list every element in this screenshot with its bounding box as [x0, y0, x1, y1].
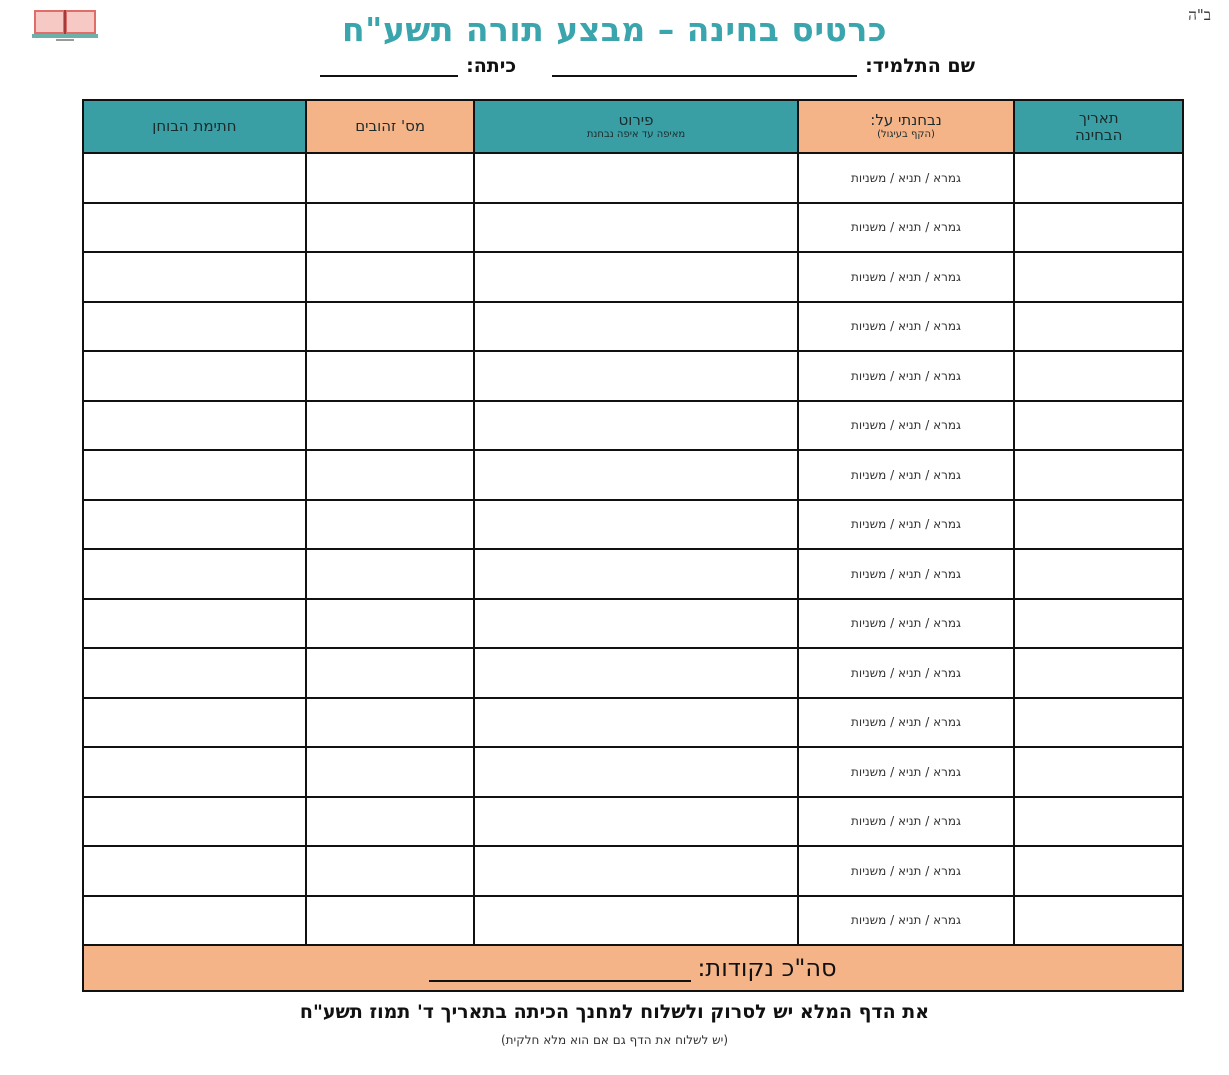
header-examiner-signature: חתימת הבוחן: [83, 100, 306, 153]
cell-examiner-signature[interactable]: [83, 302, 306, 352]
cell-subject[interactable]: גמרא / תניא / משניות: [798, 500, 1015, 550]
cell-exam-date[interactable]: [1014, 500, 1183, 550]
page-title: כרטיס בחינה – מבצע תורה תשע"ח: [341, 10, 888, 49]
table-row: [83, 252, 1183, 302]
cell-exam-date[interactable]: [1014, 302, 1183, 352]
cell-details[interactable]: [474, 648, 797, 698]
cell-details[interactable]: [474, 747, 797, 797]
cell-subject[interactable]: גמרא / תניא / משניות: [798, 599, 1015, 649]
cell-details[interactable]: [474, 500, 797, 550]
table-row: [83, 698, 1183, 748]
cell-subject[interactable]: גמרא / תניא / משניות: [798, 450, 1015, 500]
table-header-row: [83, 100, 1183, 153]
cell-examiner-signature[interactable]: [83, 747, 306, 797]
cell-coins[interactable]: [306, 549, 475, 599]
table-row: [83, 500, 1183, 550]
cell-details[interactable]: [474, 203, 797, 253]
cell-subject[interactable]: גמרא / תניא / משניות: [798, 698, 1015, 748]
footer-note: (יש לשלוח את הדף גם אם הוא מלא חלקית): [500, 1033, 729, 1047]
table-row: [83, 203, 1183, 253]
cell-subject[interactable]: גמרא / תניא / משניות: [798, 153, 1015, 203]
cell-coins[interactable]: [306, 797, 475, 847]
cell-examiner-signature[interactable]: [83, 500, 306, 550]
cell-details[interactable]: [474, 450, 797, 500]
cell-coins[interactable]: [306, 698, 475, 748]
cell-exam-date[interactable]: [1014, 747, 1183, 797]
class-label: כיתה:: [466, 55, 517, 77]
cell-examiner-signature[interactable]: [83, 252, 306, 302]
header-coins: מס' זהובים: [306, 100, 475, 153]
cell-subject[interactable]: גמרא / תניא / משניות: [798, 401, 1015, 451]
class-field[interactable]: [320, 57, 458, 77]
cell-subject[interactable]: גמרא / תניא / משניות: [798, 203, 1015, 253]
cell-subject[interactable]: גמרא / תניא / משניות: [798, 549, 1015, 599]
header-exam-date: תאריך הבחינה: [1014, 100, 1183, 153]
cell-coins[interactable]: [306, 450, 475, 500]
cell-coins[interactable]: [306, 846, 475, 896]
cell-coins[interactable]: [306, 599, 475, 649]
exam-table: [82, 99, 1184, 992]
total-points-label: סה"כ נקודות:: [697, 954, 837, 982]
table-row: [83, 153, 1183, 203]
cell-coins[interactable]: [306, 252, 475, 302]
header-tested-on: נבחנתי על: (הקף בעיגול): [798, 100, 1015, 153]
cell-exam-date[interactable]: [1014, 203, 1183, 253]
cell-subject[interactable]: גמרא / תניא / משניות: [798, 252, 1015, 302]
cell-exam-date[interactable]: [1014, 351, 1183, 401]
table-row: [83, 648, 1183, 698]
cell-examiner-signature[interactable]: [83, 153, 306, 203]
cell-details[interactable]: [474, 896, 797, 946]
cell-exam-date[interactable]: [1014, 648, 1183, 698]
cell-examiner-signature[interactable]: [83, 648, 306, 698]
cell-coins[interactable]: [306, 203, 475, 253]
cell-exam-date[interactable]: [1014, 450, 1183, 500]
cell-details[interactable]: [474, 549, 797, 599]
cell-details[interactable]: [474, 252, 797, 302]
total-points-cell[interactable]: [83, 945, 1183, 991]
cell-examiner-signature[interactable]: [83, 698, 306, 748]
cell-examiner-signature[interactable]: [83, 351, 306, 401]
cell-coins[interactable]: [306, 500, 475, 550]
cell-examiner-signature[interactable]: [83, 846, 306, 896]
student-info-line: [255, 55, 975, 77]
total-points-row: [83, 945, 1183, 991]
cell-subject[interactable]: גמרא / תניא / משניות: [798, 351, 1015, 401]
cell-examiner-signature[interactable]: [83, 896, 306, 946]
cell-coins[interactable]: [306, 747, 475, 797]
cell-details[interactable]: [474, 351, 797, 401]
table-row: [83, 401, 1183, 451]
cell-examiner-signature[interactable]: [83, 401, 306, 451]
cell-details[interactable]: [474, 153, 797, 203]
cell-details[interactable]: [474, 599, 797, 649]
cell-examiner-signature[interactable]: [83, 797, 306, 847]
cell-exam-date[interactable]: [1014, 252, 1183, 302]
cell-examiner-signature[interactable]: [83, 549, 306, 599]
cell-subject[interactable]: גמרא / תניא / משניות: [798, 797, 1015, 847]
cell-exam-date[interactable]: [1014, 846, 1183, 896]
cell-subject[interactable]: גמרא / תניא / משניות: [798, 896, 1015, 946]
cell-subject[interactable]: גמרא / תניא / משניות: [798, 846, 1015, 896]
cell-examiner-signature[interactable]: [83, 599, 306, 649]
table-row: [83, 797, 1183, 847]
cell-details[interactable]: [474, 302, 797, 352]
table-row: [83, 896, 1183, 946]
table-row: [83, 846, 1183, 896]
cell-subject[interactable]: גמרא / תניא / משניות: [798, 648, 1015, 698]
header-details: פירוט מאיפה עד איפה נבחנת: [474, 100, 797, 153]
cell-details[interactable]: [474, 401, 797, 451]
cell-details[interactable]: [474, 797, 797, 847]
cell-exam-date[interactable]: [1014, 401, 1183, 451]
cell-coins[interactable]: [306, 896, 475, 946]
cell-coins[interactable]: [306, 153, 475, 203]
cell-exam-date[interactable]: [1014, 896, 1183, 946]
cell-exam-date[interactable]: [1014, 599, 1183, 649]
footer-instruction: את הדף המלא יש לסרוק ולשלוח למחנך הכיתה בתאריך ד' תמוז תשע"ח: [299, 1001, 930, 1023]
cell-subject[interactable]: גמרא / תניא / משניות: [798, 747, 1015, 797]
table-row: [83, 747, 1183, 797]
table-row: [83, 549, 1183, 599]
cell-coins[interactable]: [306, 302, 475, 352]
student-name-field[interactable]: [552, 57, 857, 77]
cell-examiner-signature[interactable]: [83, 450, 306, 500]
cell-exam-date[interactable]: [1014, 549, 1183, 599]
cell-subject[interactable]: גמרא / תניא / משניות: [798, 302, 1015, 352]
table-row: [83, 351, 1183, 401]
cell-details[interactable]: [474, 846, 797, 896]
student-name-label: שם התלמיד:: [865, 55, 975, 77]
cell-coins[interactable]: [306, 401, 475, 451]
cell-details[interactable]: [474, 698, 797, 748]
table-row: [83, 450, 1183, 500]
cell-examiner-signature[interactable]: [83, 203, 306, 253]
page-mark: ב"ה: [1188, 6, 1211, 24]
cell-coins[interactable]: [306, 648, 475, 698]
table-row: [83, 599, 1183, 649]
total-points-field[interactable]: [429, 958, 691, 982]
cell-exam-date[interactable]: [1014, 153, 1183, 203]
cell-coins[interactable]: [306, 351, 475, 401]
cell-exam-date[interactable]: [1014, 698, 1183, 748]
cell-exam-date[interactable]: [1014, 797, 1183, 847]
table-row: [83, 302, 1183, 352]
